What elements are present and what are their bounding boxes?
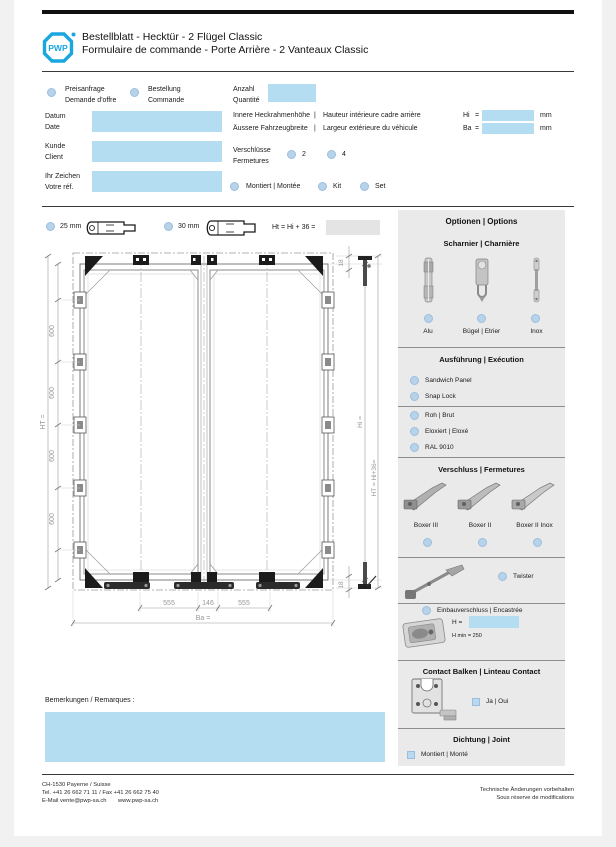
profile-30mm-radio[interactable] — [164, 222, 173, 231]
inner-height-sep: | — [314, 112, 316, 119]
quantity-input[interactable] — [268, 84, 316, 102]
recessed-lock-label: Einbauverschluss | Encastrée — [437, 607, 523, 614]
profile-30mm-label: 30 mm — [178, 223, 200, 230]
exec-eloxiert-radio[interactable] — [410, 427, 419, 436]
dim-555-left: 555 — [163, 600, 175, 607]
recessed-h-input[interactable] — [469, 616, 519, 628]
options-panel — [398, 210, 565, 766]
outer-width-symbol: Ba — [463, 125, 472, 132]
boxer2-inox-icon — [510, 476, 558, 514]
top-bar — [42, 10, 574, 14]
exec-roh-label: Roh | Brut — [425, 412, 455, 419]
inner-height-label-de: Innere Heckrahmenhöhe — [233, 112, 311, 119]
contact-yes-label: Ja | Oui — [486, 698, 509, 705]
dim-555-right: 555 — [238, 600, 250, 607]
quantity-label — [233, 84, 259, 106]
price-request-label — [65, 84, 116, 106]
boxer3-radio[interactable] — [423, 538, 432, 547]
footer-website: www.pwp-sa.ch — [118, 798, 159, 804]
dim-600-4: 600 — [49, 513, 56, 525]
inner-height-symbol: Hi — [463, 112, 470, 119]
panel-divider-7 — [398, 728, 565, 729]
ht-formula-label: Ht = Hi + 36 = — [272, 224, 316, 231]
hinge-alu-label: Alu — [423, 328, 433, 335]
profile-30mm-sketch-icon — [204, 217, 258, 239]
exec-roh-radio[interactable] — [410, 411, 419, 420]
hinge-section-details — [358, 256, 376, 589]
inner-height-input[interactable] — [482, 110, 534, 121]
hinge-inox-radio[interactable] — [531, 314, 540, 323]
reference-label — [45, 171, 80, 193]
recessed-hmin-label: H min = 250 — [452, 633, 482, 639]
center-lines — [141, 256, 267, 588]
locks-2-label: 2 — [302, 151, 306, 158]
kit-radio[interactable] — [318, 182, 327, 191]
dim-ba: Ba = — [195, 615, 211, 622]
door-technical-drawing — [40, 216, 390, 660]
dim-146: 146 — [202, 600, 214, 607]
exec-sandwich-radio[interactable] — [410, 376, 419, 385]
kit-label: Kit — [333, 183, 342, 190]
twister-label: Twister — [513, 573, 534, 580]
panel-divider-2 — [398, 406, 565, 407]
panel-divider-4 — [398, 557, 565, 558]
price-request-label-de: Preisanfrage — [65, 86, 105, 93]
reference-label-fr: Votre réf. — [45, 184, 74, 191]
page-title: Bestellblatt - Hecktür - 2 Flügel Classic — [82, 31, 263, 43]
panel-divider-6 — [398, 660, 565, 661]
quantity-label-de: Anzahl — [233, 86, 255, 93]
date-label — [45, 111, 66, 133]
dim-600-3: 600 — [49, 450, 56, 462]
boxer2-inox-radio[interactable] — [533, 538, 542, 547]
hinge-buegel-label: Bügel | Etrier — [462, 328, 501, 335]
customer-label-fr: Client — [45, 154, 63, 161]
set-label: Set — [375, 183, 386, 190]
order-radio[interactable] — [130, 88, 139, 97]
profile-25mm-sketch-icon — [84, 217, 138, 239]
order-label-de: Bestellung — [148, 86, 181, 93]
hinge-inox-icon — [526, 256, 546, 304]
outer-width-eq: = — [475, 125, 480, 132]
profile-25mm-label: 25 mm — [60, 223, 82, 230]
mounted-radio[interactable] — [230, 182, 239, 191]
logo-text: PWP — [48, 42, 68, 53]
locks-count-label-de: Verschlüsse — [233, 147, 271, 154]
inner-height-eq: = — [475, 112, 480, 119]
header-divider — [42, 71, 574, 72]
dim-18-bottom: 18 — [338, 581, 345, 589]
bottom-hinges-and-locks — [85, 568, 323, 589]
page-title-fr: Formulaire de commande - Porte Arrière - 2 Vanteaux Classic — [82, 44, 369, 56]
date-label-de: Datum — [45, 113, 66, 120]
mounted-label: Montiert | Montée — [246, 183, 301, 190]
footer-email: E-Mail vente@pwp-sa.ch — [42, 798, 107, 804]
footer-address: CH-1530 Payerne / Suisse — [42, 782, 111, 788]
exec-sandwich-label: Sandwich Panel — [425, 377, 472, 384]
reference-label-de: Ihr Zeichen — [45, 173, 81, 180]
exec-snaplock-radio[interactable] — [410, 392, 419, 401]
top-hinges — [85, 255, 323, 276]
pwp-logo-icon — [42, 32, 76, 64]
bottom-dimensions — [71, 590, 335, 627]
locks-count-label — [233, 145, 271, 167]
boxer3-icon — [402, 476, 450, 514]
section-divider — [42, 206, 574, 207]
seal-mounted-label: Montiert | Monté — [421, 751, 468, 758]
side-keepers — [74, 292, 334, 558]
corner-gussets — [84, 270, 324, 574]
hinge-inox-label: Inox — [530, 328, 543, 335]
remarks-label: Bemerkungen / Remarques : — [45, 697, 135, 704]
dim-ht-left: HT = — [40, 414, 47, 430]
locks-4-radio[interactable] — [327, 150, 336, 159]
hinge-section-title: Scharnier | Charnière — [443, 239, 520, 248]
twister-icon — [404, 562, 468, 602]
left-dimension-chain — [45, 254, 80, 590]
panel-divider-5 — [398, 603, 565, 604]
recessed-lock-radio[interactable] — [422, 606, 431, 615]
price-request-label-fr: Demande d'offre — [65, 97, 117, 104]
vehicle-frame-dashed — [73, 253, 333, 590]
dim-600-2: 600 — [49, 387, 56, 399]
customer-label — [45, 141, 65, 163]
customer-label-de: Kunde — [45, 143, 66, 150]
ht-formula-input[interactable] — [326, 220, 380, 235]
footer-note-fr: Sous réserve de modifications — [496, 795, 574, 801]
execution-section-title: Ausführung | Exécution — [439, 355, 524, 364]
locks-4-label: 4 — [342, 151, 346, 158]
hinge-alu-radio[interactable] — [424, 314, 433, 323]
reference-input[interactable] — [92, 171, 222, 192]
order-form-page — [14, 0, 602, 836]
contact-bar-icon — [408, 676, 460, 722]
quantity-label-fr: Quantité — [233, 97, 260, 104]
dim-hi-right: Hi = — [357, 416, 364, 428]
price-request-radio[interactable] — [47, 88, 56, 97]
set-radio[interactable] — [360, 182, 369, 191]
date-input[interactable] — [92, 111, 222, 132]
customer-input[interactable] — [92, 141, 222, 162]
order-label-fr: Commande — [148, 97, 185, 104]
left-dimension-labels — [40, 325, 56, 525]
footer-divider — [42, 774, 574, 775]
date-label-fr: Date — [45, 124, 60, 131]
exec-ral9010-radio[interactable] — [410, 443, 419, 452]
footer-note-de: Technische Änderungen vorbehalten — [479, 787, 574, 793]
recessed-h-label: H = — [452, 619, 463, 626]
lock-section-title: Verschluss | Fermetures — [438, 465, 525, 474]
boxer2-icon — [456, 476, 504, 514]
door-wings — [80, 264, 328, 580]
boxer2-inox-label: Boxer II Inox — [516, 522, 553, 529]
remarks-textarea[interactable] — [45, 712, 385, 762]
boxer2-label: Boxer II — [468, 522, 492, 529]
dim-18-top: 18 — [338, 259, 345, 267]
outer-width-input[interactable] — [482, 123, 534, 134]
recessed-lock-icon — [402, 616, 446, 650]
profile-25mm-radio[interactable] — [46, 222, 55, 231]
locks-2-radio[interactable] — [287, 150, 296, 159]
order-label — [148, 84, 184, 106]
boxer2-radio[interactable] — [478, 538, 487, 547]
dim-600-1: 600 — [49, 325, 56, 337]
twister-radio[interactable] — [498, 572, 507, 581]
inner-height-unit: mm — [540, 112, 552, 119]
hinge-alu-icon — [418, 256, 438, 304]
contact-yes-checkbox[interactable] — [472, 698, 480, 706]
outer-width-label-fr: Largeur extérieure du véhicule — [323, 125, 418, 132]
seal-mounted-checkbox[interactable] — [407, 751, 415, 759]
outer-width-unit: mm — [540, 125, 552, 132]
exec-eloxiert-label: Eloxiert | Eloxé — [425, 428, 469, 435]
seal-section-title: Dichtung | Joint — [453, 735, 510, 744]
panel-divider-1 — [398, 347, 565, 348]
inner-height-label-fr: Hauteur intérieure cadre arrière — [323, 112, 421, 119]
exec-snaplock-label: Snap Lock — [425, 393, 456, 400]
locks-count-label-fr: Fermetures — [233, 158, 269, 165]
contact-section-title: Contact Balken | Linteau Contact — [422, 667, 541, 676]
boxer3-label: Boxer III — [413, 522, 439, 529]
dim-ht-right: HT = Hi+36= — [371, 459, 378, 497]
right-dimensions — [330, 246, 382, 598]
outer-width-sep: | — [314, 125, 316, 132]
options-panel-title: Optionen | Options — [445, 217, 518, 226]
hinge-buegel-radio[interactable] — [477, 314, 486, 323]
footer-phone: Tel. +41 26 662 71 11 / Fax +41 26 662 75 40 — [42, 790, 159, 796]
hinge-buegel-icon — [471, 256, 493, 304]
outer-width-label-de: Äussere Fahrzeugbreite — [233, 125, 308, 132]
exec-ral9010-label: RAL 9010 — [425, 444, 454, 451]
panel-divider-3 — [398, 457, 565, 458]
